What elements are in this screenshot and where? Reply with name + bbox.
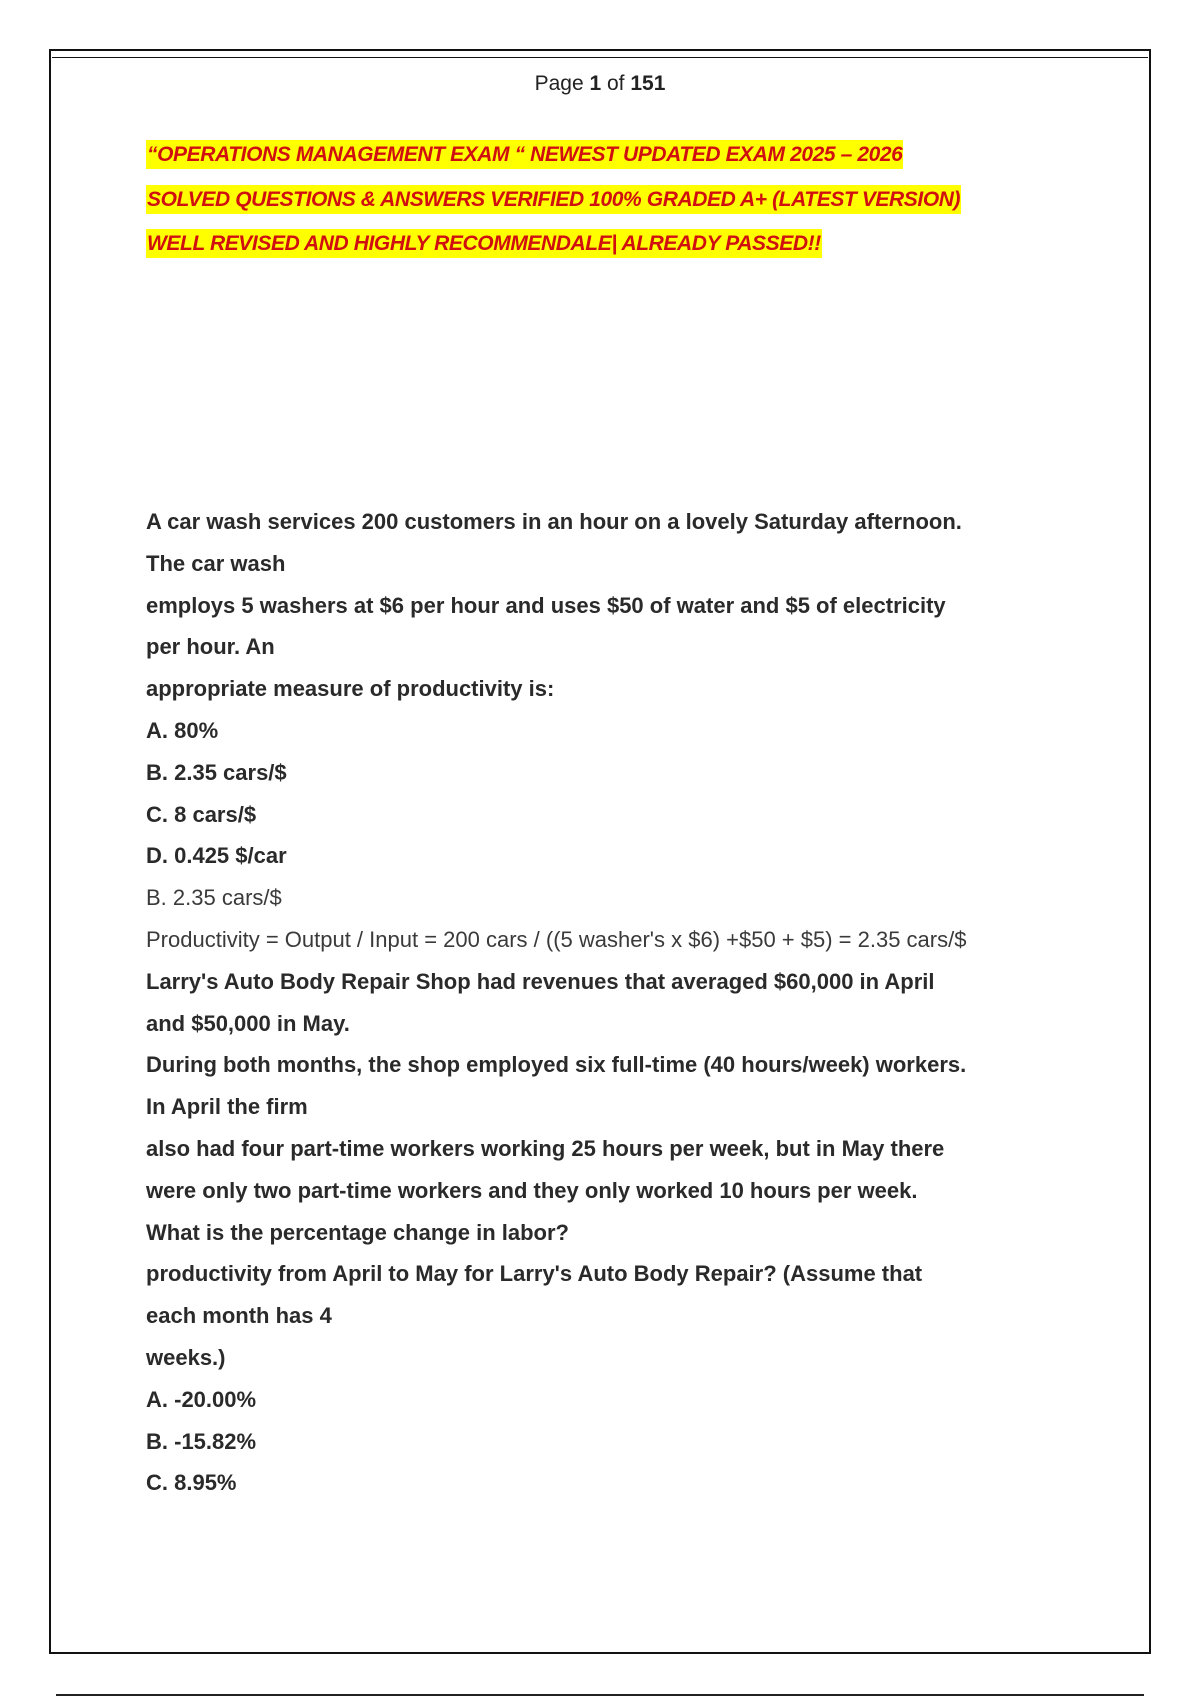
title-line-3	[146, 232, 1076, 277]
text-line: A car wash services 200 customers in an hour on a lovely Saturday afternoon.	[146, 509, 962, 534]
text-line: A. 80%	[146, 717, 219, 743]
page-label: Page	[534, 72, 584, 95]
text-line: Larry's Auto Body Repair Shop had revenues that averaged $60,000 in April	[146, 968, 935, 994]
text-line: per hour. An	[146, 634, 275, 660]
text-line: appropriate measure of productivity is:	[146, 676, 555, 702]
page-total: 151	[630, 72, 666, 95]
text-line: The car wash	[146, 550, 286, 576]
title-line-1	[146, 143, 1076, 188]
text-line: C. 8 cars/$	[146, 801, 257, 827]
document-title	[146, 143, 1076, 277]
text-line: During both months, the shop employed six full-time (40 hours/week) workers.	[146, 1052, 967, 1078]
title-line-2-text: SOLVED QUESTIONS & ANSWERS VERIFIED 100% GRADED A+ (LATEST VERSION)	[146, 185, 961, 214]
text-line: B. 2.35 cars/$	[146, 885, 282, 911]
text-line: were only two part-time workers and they only worked 10 hours per week.	[146, 1177, 918, 1203]
text-line: In April the firm	[146, 1094, 308, 1120]
page-number	[0, 72, 1200, 96]
text-line: Productivity = Output / Input = 200 cars / ((5 washer's x $6) +$50 + $5) = 2.35 cars/$	[146, 926, 967, 952]
text-line: What is the percentage change in labor?	[146, 1219, 569, 1245]
text-line: productivity from April to May for Larry's Auto Body Repair? (Assume that	[146, 1261, 923, 1287]
text-line: C. 8.95%	[146, 1470, 237, 1496]
page-of-label: of	[607, 72, 625, 95]
text-line: D. 0.425 $/car	[146, 843, 287, 869]
text-line: each month has 4	[146, 1303, 332, 1329]
text-line: B. -15.82%	[146, 1428, 257, 1454]
title-line-2	[146, 188, 1076, 233]
text-line: and $50,000 in May.	[146, 1010, 350, 1036]
question-content	[146, 501, 1096, 1504]
text-line: weeks.)	[146, 1344, 226, 1370]
text-line: also had four part-time workers working 25 hours per week, but in May there	[146, 1135, 945, 1161]
page-current: 1	[589, 72, 602, 95]
text-line: B. 2.35 cars/$	[146, 759, 287, 785]
next-page-edge	[56, 1694, 1144, 1696]
title-line-3-text: WELL REVISED AND HIGHLY RECOMMENDALE| ALREADY PASSED!!	[146, 229, 822, 258]
text-line: A. -20.00%	[146, 1386, 257, 1412]
page-border-inner-rule	[52, 57, 1148, 58]
text-line: employs 5 washers at $6 per hour and uses $50 of water and $5 of electricity	[146, 592, 946, 618]
title-line-1-text: “OPERATIONS MANAGEMENT EXAM “ NEWEST UPDATED EXAM 2025 – 2026	[146, 140, 903, 169]
